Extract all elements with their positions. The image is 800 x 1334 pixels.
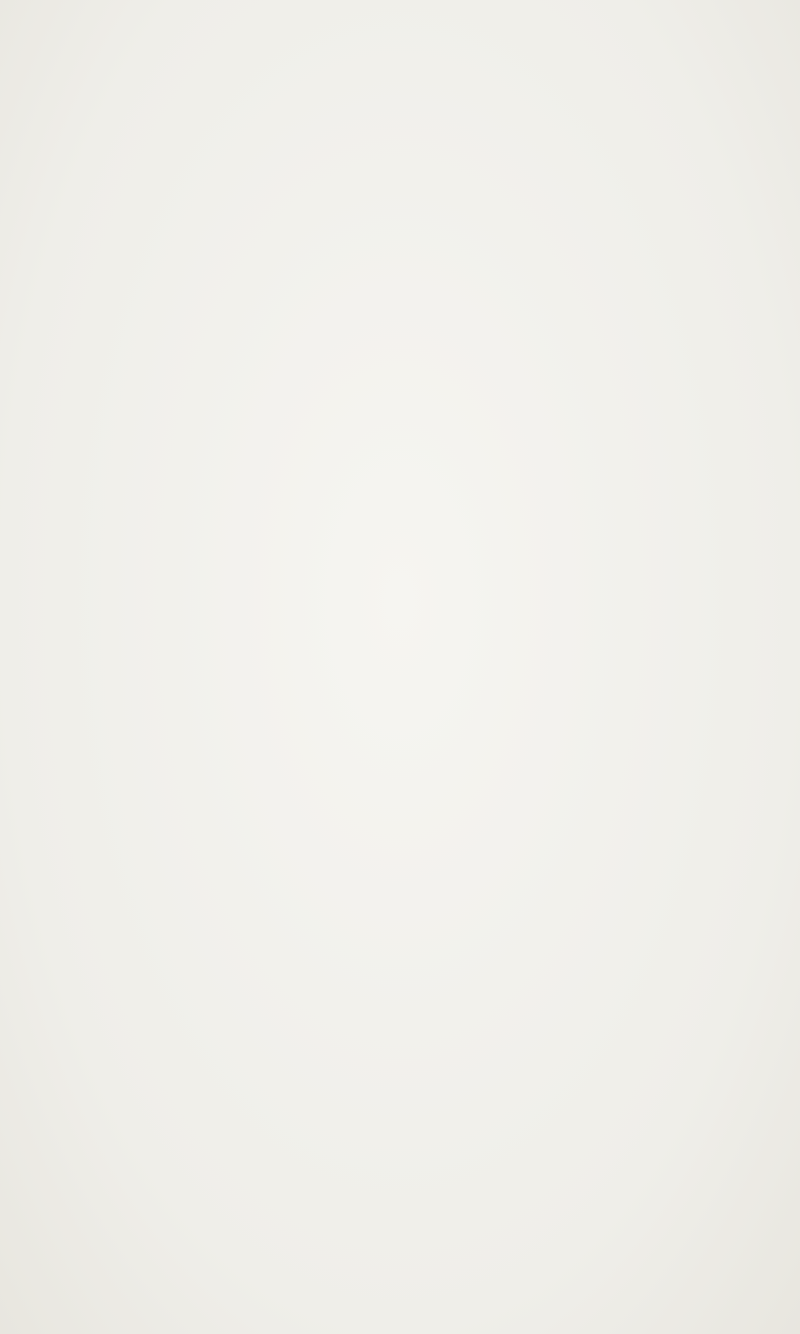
intro-line [57, 430, 677, 456]
